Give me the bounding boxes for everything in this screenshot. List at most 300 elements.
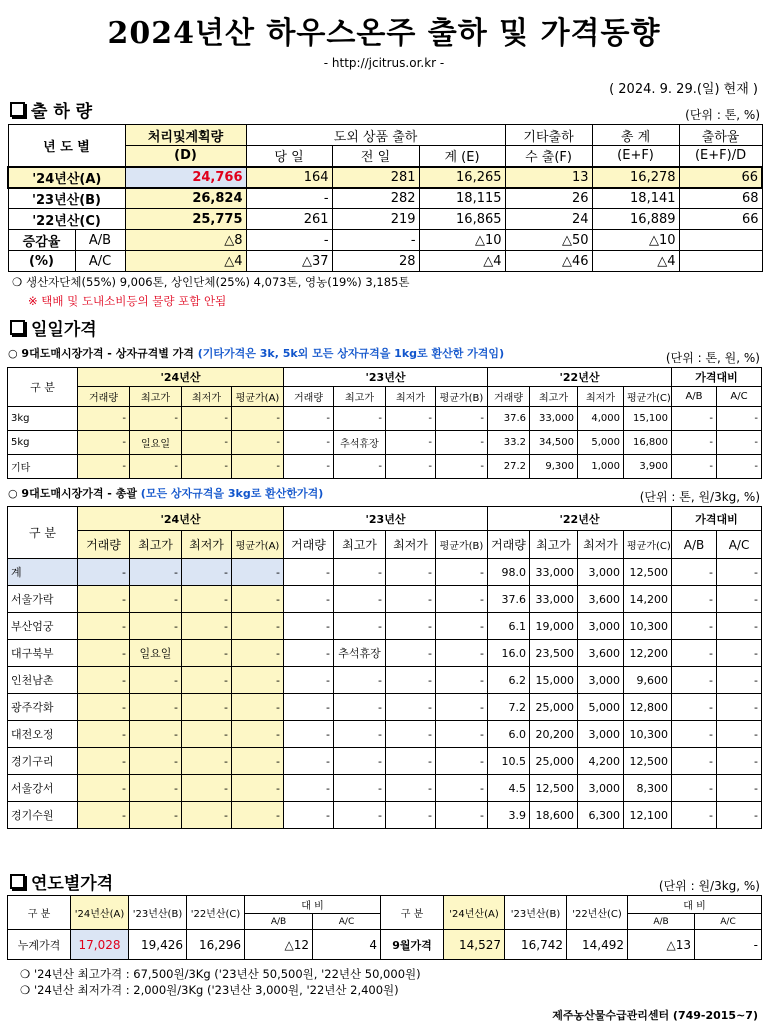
row-23-min: - xyxy=(386,407,436,431)
row-23-vol: - xyxy=(284,455,334,479)
row-22-min: 3,600 xyxy=(578,586,624,613)
table-row xyxy=(8,586,762,613)
yearly-note-max: ❍ '24년산 최고가격 : 67,500원/3Kg ('23년산 50,500원, '22년산 50,000원) xyxy=(20,967,421,981)
page-title: 2024년산 하우스온주 출하 및 가격동향 xyxy=(107,16,661,51)
month-a: 14,527 xyxy=(444,930,505,960)
row-24-vol: - xyxy=(78,721,130,748)
row-24-max: - xyxy=(130,748,182,775)
row-23-max: - xyxy=(334,775,386,802)
row-ac: - xyxy=(717,775,762,802)
cum-label: 누계가격 xyxy=(8,930,71,960)
row-23-max: - xyxy=(334,586,386,613)
row-22-vol: 33.2 xyxy=(488,431,530,455)
row-24-max: - xyxy=(130,802,182,829)
row-22-max: 34,500 xyxy=(530,431,578,455)
change-rate xyxy=(679,251,762,272)
row-sum: 18,141 xyxy=(592,188,679,209)
header-sum-sub: (E+F) xyxy=(592,146,679,167)
row-22-max: 20,200 xyxy=(530,721,578,748)
market-header-24: '24년산 xyxy=(78,507,284,531)
row-23-vol: - xyxy=(284,640,334,667)
row-24-avg: - xyxy=(232,748,284,775)
spec-sub-max: 최고가 xyxy=(334,387,386,407)
spec-header-22: '22년산 xyxy=(488,368,672,387)
market-sub-ab: A/B xyxy=(672,531,717,559)
spec-sub-avg: 평균가(C) xyxy=(624,387,672,407)
row-22-min: 5,000 xyxy=(578,431,624,455)
row-22-avg: 14,200 xyxy=(624,586,672,613)
row-name: 대구북부 xyxy=(8,640,78,667)
market-sub-ac: A/C xyxy=(717,531,762,559)
row-22-vol: 3.9 xyxy=(488,802,530,829)
header-total: 계 (E) xyxy=(419,146,505,167)
row-23-vol: - xyxy=(284,802,334,829)
row-prev: 219 xyxy=(332,209,419,230)
row-23-vol: - xyxy=(284,667,334,694)
row-22-vol: 37.6 xyxy=(488,586,530,613)
row-22-max: 25,000 xyxy=(530,748,578,775)
yearly-sub-ab: A/B xyxy=(628,914,695,930)
spec-sub-max: 최고가 xyxy=(530,387,578,407)
daily-section-title xyxy=(10,315,97,340)
row-name: 경기수원 xyxy=(8,802,78,829)
row-23-max: 추석휴장 xyxy=(334,640,386,667)
row-24-min: - xyxy=(182,586,232,613)
row-24-vol: - xyxy=(78,640,130,667)
row-23-avg: - xyxy=(436,586,488,613)
row-23-avg: - xyxy=(436,613,488,640)
header-sum: 총 계 xyxy=(592,125,679,146)
cum-a: 17,028 xyxy=(71,930,129,960)
yearly-sub-ab: A/B xyxy=(245,914,313,930)
row-22-max: 9,300 xyxy=(530,455,578,479)
table-row xyxy=(8,640,762,667)
row-22-vol: 6.1 xyxy=(488,613,530,640)
market-header-22: '22년산 xyxy=(488,507,672,531)
row-total: 16,265 xyxy=(419,167,505,188)
market-sub-min: 최저가 xyxy=(386,531,436,559)
row-24-vol: - xyxy=(78,667,130,694)
row-24-min: - xyxy=(182,559,232,586)
table-row xyxy=(8,775,762,802)
shipment-note-producers: ❍ 생산자단체(55%) 9,006톤, 상인단체(25%) 4,073톤, 영농(19%) 3,185톤 xyxy=(12,275,410,289)
row-today: - xyxy=(246,188,332,209)
table-row xyxy=(8,748,762,775)
row-rate: 66 xyxy=(679,167,762,188)
change-rate xyxy=(679,230,762,251)
market-sub-max: 최고가 xyxy=(530,531,578,559)
spec-sub-max: 최고가 xyxy=(130,387,182,407)
row-total: 16,865 xyxy=(419,209,505,230)
table-row xyxy=(8,802,762,829)
spec-sub-vol: 거래량 xyxy=(284,387,334,407)
table-row xyxy=(8,721,762,748)
row-24-vol: - xyxy=(78,694,130,721)
spec-unit: (단위 : 톤, 원, %) xyxy=(665,351,760,365)
table-row xyxy=(8,694,762,721)
table-row xyxy=(8,455,762,479)
row-22-min: 3,000 xyxy=(578,775,624,802)
spec-title-note: (기타가격은 3k, 5k외 모든 상자규격을 1kg로 환산한 가격임) xyxy=(197,347,505,360)
row-24-avg: - xyxy=(232,586,284,613)
row-23-avg: - xyxy=(436,640,488,667)
row-24-avg: - xyxy=(232,721,284,748)
yearly-header-22: '22년산(C) xyxy=(567,896,628,930)
daily-section-label: 일일가격 xyxy=(31,320,97,340)
row-name: 광주각화 xyxy=(8,694,78,721)
row-23-min: - xyxy=(386,586,436,613)
row-ac: - xyxy=(717,455,762,479)
spec-sub-ab: A/B xyxy=(672,387,717,407)
yearly-note-min: ❍ '24년산 최저가격 : 2,000원/3Kg ('23년산 3,000원, '22년산 2,400원) xyxy=(20,983,399,997)
total-title-text: ○ 9대도매시장가격 - 총괄 xyxy=(8,487,137,500)
row-name: 대전오정 xyxy=(8,721,78,748)
yearly-section-label: 연도별가격 xyxy=(31,874,114,894)
row-24-min: - xyxy=(182,640,232,667)
row-22-min: 3,000 xyxy=(578,667,624,694)
header-prev: 전 일 xyxy=(332,146,419,167)
yearly-header-gubun: 구 분 xyxy=(8,896,71,930)
total-title-note: (모든 상자규격을 3kg로 환산한가격) xyxy=(140,487,324,500)
footer-center: 제주농산물수급관리센터 (749-2015~7) xyxy=(552,1009,758,1022)
row-ab: - xyxy=(672,694,717,721)
shipment-table xyxy=(7,124,763,272)
row-ab: - xyxy=(672,431,717,455)
month-b: 16,742 xyxy=(505,930,567,960)
total-unit: (단위 : 톤, 원/3kg, %) xyxy=(639,490,760,504)
yearly-header-23: '23년산(B) xyxy=(505,896,567,930)
row-22-avg: 8,300 xyxy=(624,775,672,802)
row-ab: - xyxy=(672,613,717,640)
row-22-min: 5,000 xyxy=(578,694,624,721)
row-22-max: 18,600 xyxy=(530,802,578,829)
total-price-title xyxy=(8,485,323,501)
spec-header-gubun: 구 분 xyxy=(8,368,78,407)
market-sub-max: 최고가 xyxy=(334,531,386,559)
row-23-max: - xyxy=(334,802,386,829)
change-export: △50 xyxy=(505,230,592,251)
row-23-avg: - xyxy=(436,431,488,455)
table-row xyxy=(8,613,762,640)
row-23-min: - xyxy=(386,455,436,479)
row-24-min: - xyxy=(182,748,232,775)
row-24-min: - xyxy=(182,721,232,748)
row-ab: - xyxy=(672,640,717,667)
row-23-vol: - xyxy=(284,721,334,748)
row-23-min: - xyxy=(386,775,436,802)
row-23-avg: - xyxy=(436,667,488,694)
row-24-avg: - xyxy=(232,431,284,455)
row-22-avg: 10,300 xyxy=(624,721,672,748)
row-23-min: - xyxy=(386,613,436,640)
row-ac: - xyxy=(717,748,762,775)
row-plan: 25,775 xyxy=(125,209,246,230)
row-24-max: - xyxy=(130,407,182,431)
spec-sub-avg: 평균가(B) xyxy=(436,387,488,407)
cum-ac: 4 xyxy=(313,930,381,960)
row-22-min: 3,600 xyxy=(578,640,624,667)
row-plan: 24,766 xyxy=(125,167,246,188)
change-prev: - xyxy=(332,230,419,251)
market-sub-avg: 평균가(A) xyxy=(232,531,284,559)
change-prev: 28 xyxy=(332,251,419,272)
row-ac: - xyxy=(717,586,762,613)
yearly-sub-ac: A/C xyxy=(313,914,381,930)
spec-title-text: ○ 9대도매시장가격 - 상자규격별 가격 xyxy=(8,347,194,360)
row-22-vol: 37.6 xyxy=(488,407,530,431)
row-name: 기타 xyxy=(8,455,78,479)
market-sub-max: 최고가 xyxy=(130,531,182,559)
row-name: 5kg xyxy=(8,431,78,455)
row-23-vol: - xyxy=(284,748,334,775)
row-24-avg: - xyxy=(232,667,284,694)
row-24-avg: - xyxy=(232,802,284,829)
row-24-min: - xyxy=(182,694,232,721)
row-22-avg: 12,100 xyxy=(624,802,672,829)
spec-sub-ac: A/C xyxy=(717,387,762,407)
row-22-avg: 3,900 xyxy=(624,455,672,479)
row-23-max: 추석휴장 xyxy=(334,431,386,455)
row-23-max: - xyxy=(334,694,386,721)
row-ab: - xyxy=(672,559,717,586)
row-22-max: 23,500 xyxy=(530,640,578,667)
row-export: 13 xyxy=(505,167,592,188)
market-header-23: '23년산 xyxy=(284,507,488,531)
row-export: 24 xyxy=(505,209,592,230)
cum-b: 19,426 xyxy=(129,930,187,960)
row-23-avg: - xyxy=(436,802,488,829)
row-year: '22년산(C) xyxy=(8,209,125,230)
row-23-min: - xyxy=(386,802,436,829)
change-today: - xyxy=(246,230,332,251)
month-ac: - xyxy=(695,930,762,960)
shipment-section-label: 출 하 량 xyxy=(31,102,93,122)
row-name: 경기구리 xyxy=(8,748,78,775)
row-24-vol: - xyxy=(78,455,130,479)
change-plan: △8 xyxy=(125,230,246,251)
row-23-avg: - xyxy=(436,455,488,479)
shipment-section-title xyxy=(10,97,92,122)
row-24-min: - xyxy=(182,407,232,431)
row-name: 3kg xyxy=(8,407,78,431)
header-plan: 처리및계획량 xyxy=(125,125,246,146)
change-row-label: A/C xyxy=(75,251,125,272)
row-24-vol: - xyxy=(78,775,130,802)
month-ab: △13 xyxy=(628,930,695,960)
checkbox-square-icon xyxy=(10,320,25,335)
spec-price-table xyxy=(7,367,762,479)
row-24-vol: - xyxy=(78,802,130,829)
row-ab: - xyxy=(672,721,717,748)
row-22-avg: 12,500 xyxy=(624,748,672,775)
yearly-header-24: '24년산(A) xyxy=(71,896,129,930)
header-export: 수 출(F) xyxy=(505,146,592,167)
change-total: △4 xyxy=(419,251,505,272)
shipment-note-excluded: ※ 택배 및 도내소비등의 물량 포함 안됨 xyxy=(28,294,227,308)
row-22-avg: 12,500 xyxy=(624,559,672,586)
row-23-vol: - xyxy=(284,613,334,640)
table-row xyxy=(8,431,762,455)
row-23-max: - xyxy=(334,559,386,586)
row-22-vol: 27.2 xyxy=(488,455,530,479)
row-24-max: 일요일 xyxy=(130,640,182,667)
row-ac: - xyxy=(717,407,762,431)
header-today: 당 일 xyxy=(246,146,332,167)
yearly-header-23: '23년산(B) xyxy=(129,896,187,930)
row-24-avg: - xyxy=(232,455,284,479)
row-total: 18,115 xyxy=(419,188,505,209)
report-date: ( 2024. 9. 29.(일) 현재 ) xyxy=(609,82,758,97)
row-22-max: 19,000 xyxy=(530,613,578,640)
row-23-vol: - xyxy=(284,407,334,431)
market-sub-min: 최저가 xyxy=(578,531,624,559)
row-24-max: - xyxy=(130,775,182,802)
row-23-avg: - xyxy=(436,559,488,586)
spec-header-compare: 가격대비 xyxy=(672,368,762,387)
header-other: 기타출하 xyxy=(505,125,592,146)
row-ab: - xyxy=(672,407,717,431)
site-url: - http://jcitrus.or.kr - xyxy=(323,56,445,70)
spec-header-24: '24년산 xyxy=(78,368,284,387)
change-row-label: A/B xyxy=(75,230,125,251)
row-24-vol: - xyxy=(78,431,130,455)
row-23-max: - xyxy=(334,455,386,479)
change-plan: △4 xyxy=(125,251,246,272)
row-22-max: 15,000 xyxy=(530,667,578,694)
row-24-min: - xyxy=(182,613,232,640)
row-24-max: - xyxy=(130,586,182,613)
yearly-unit: (단위 : 원/3kg, %) xyxy=(658,879,760,893)
row-22-vol: 6.0 xyxy=(488,721,530,748)
row-22-min: 4,200 xyxy=(578,748,624,775)
month-label: 9월가격 xyxy=(381,930,444,960)
row-name: 서울강서 xyxy=(8,775,78,802)
row-24-max: - xyxy=(130,667,182,694)
row-22-avg: 12,200 xyxy=(624,640,672,667)
header-outside: 도외 상품 출하 xyxy=(246,125,505,146)
change-today: △37 xyxy=(246,251,332,272)
row-year: '24년산(A) xyxy=(8,167,125,188)
yearly-header-compare: 대 비 xyxy=(628,896,762,914)
yearly-header-22: '22년산(C) xyxy=(187,896,245,930)
row-24-min: - xyxy=(182,775,232,802)
row-ac: - xyxy=(717,802,762,829)
row-22-avg: 15,100 xyxy=(624,407,672,431)
spec-sub-min: 최저가 xyxy=(578,387,624,407)
yearly-sub-ac: A/C xyxy=(695,914,762,930)
row-24-max: - xyxy=(130,559,182,586)
row-name: 서울가락 xyxy=(8,586,78,613)
row-23-min: - xyxy=(386,694,436,721)
row-22-vol: 10.5 xyxy=(488,748,530,775)
spec-sub-vol: 거래량 xyxy=(78,387,130,407)
row-22-min: 1,000 xyxy=(578,455,624,479)
row-rate: 68 xyxy=(679,188,762,209)
header-rate: 출하율 xyxy=(679,125,762,146)
row-sum: 16,278 xyxy=(592,167,679,188)
row-name: 인천남촌 xyxy=(8,667,78,694)
row-ab: - xyxy=(672,667,717,694)
market-sub-vol: 거래량 xyxy=(488,531,530,559)
row-23-min: - xyxy=(386,431,436,455)
row-24-avg: - xyxy=(232,559,284,586)
row-22-max: 33,000 xyxy=(530,559,578,586)
table-row xyxy=(8,407,762,431)
row-24-max: - xyxy=(130,694,182,721)
row-24-vol: - xyxy=(78,613,130,640)
table-row xyxy=(8,559,762,586)
row-24-min: - xyxy=(182,802,232,829)
change-sum: △10 xyxy=(592,230,679,251)
cum-ab: △12 xyxy=(245,930,313,960)
row-22-min: 4,000 xyxy=(578,407,624,431)
row-24-min: - xyxy=(182,667,232,694)
row-sum: 16,889 xyxy=(592,209,679,230)
row-23-min: - xyxy=(386,721,436,748)
row-23-avg: - xyxy=(436,407,488,431)
row-24-vol: - xyxy=(78,586,130,613)
cum-c: 16,296 xyxy=(187,930,245,960)
row-22-vol: 98.0 xyxy=(488,559,530,586)
market-header-compare: 가격대비 xyxy=(672,507,762,531)
row-24-avg: - xyxy=(232,613,284,640)
row-name: 부산엄궁 xyxy=(8,613,78,640)
row-plan: 26,824 xyxy=(125,188,246,209)
market-sub-avg: 평균가(B) xyxy=(436,531,488,559)
change-label: 증감율 xyxy=(8,230,75,251)
yearly-header-gubun: 구 분 xyxy=(381,896,444,930)
row-23-vol: - xyxy=(284,559,334,586)
row-24-vol: - xyxy=(78,559,130,586)
yearly-header-24: '24년산(A) xyxy=(444,896,505,930)
row-ac: - xyxy=(717,694,762,721)
row-name: 계 xyxy=(8,559,78,586)
checkbox-square-icon xyxy=(10,874,25,889)
market-header-gubun: 구 분 xyxy=(8,507,78,559)
row-22-min: 3,000 xyxy=(578,559,624,586)
change-export: △46 xyxy=(505,251,592,272)
header-year: 년 도 별 xyxy=(8,125,125,167)
market-price-table xyxy=(7,506,762,829)
row-export: 26 xyxy=(505,188,592,209)
row-23-vol: - xyxy=(284,694,334,721)
row-22-min: 6,300 xyxy=(578,802,624,829)
row-ab: - xyxy=(672,748,717,775)
row-23-avg: - xyxy=(436,775,488,802)
row-ac: - xyxy=(717,667,762,694)
row-22-vol: 7.2 xyxy=(488,694,530,721)
row-24-min: - xyxy=(182,431,232,455)
yearly-section-title xyxy=(10,869,113,894)
row-today: 164 xyxy=(246,167,332,188)
row-23-min: - xyxy=(386,640,436,667)
row-24-max: - xyxy=(130,455,182,479)
row-ac: - xyxy=(717,431,762,455)
spec-sub-avg: 평균가(A) xyxy=(232,387,284,407)
row-24-avg: - xyxy=(232,775,284,802)
spec-price-title xyxy=(8,345,504,361)
row-24-max: - xyxy=(130,721,182,748)
row-22-vol: 4.5 xyxy=(488,775,530,802)
row-23-min: - xyxy=(386,748,436,775)
row-ab: - xyxy=(672,802,717,829)
market-sub-avg: 평균가(C) xyxy=(624,531,672,559)
row-24-avg: - xyxy=(232,694,284,721)
row-rate: 66 xyxy=(679,209,762,230)
header-rate-sub: (E+F)/D xyxy=(679,146,762,167)
market-sub-vol: 거래량 xyxy=(78,531,130,559)
row-prev: 281 xyxy=(332,167,419,188)
